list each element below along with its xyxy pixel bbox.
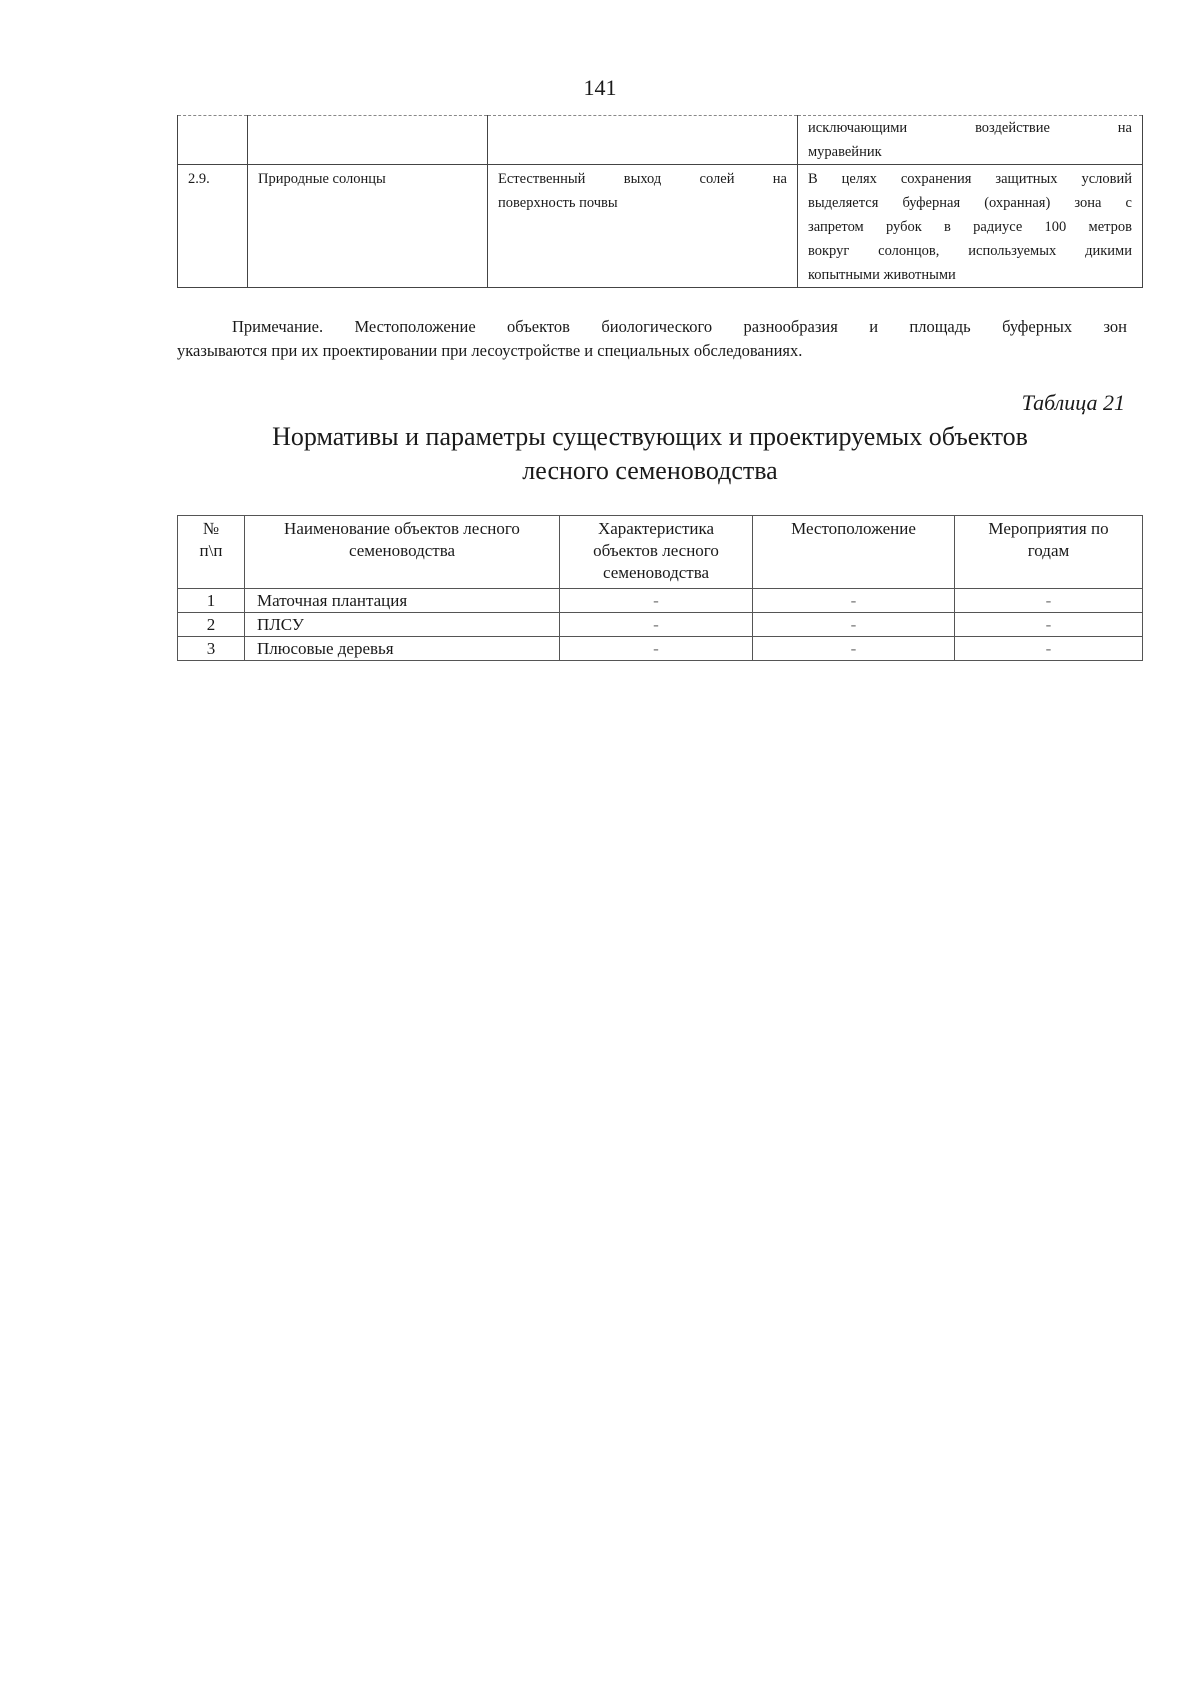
note-line: Примечание. Местоположение объектов биологического разнообразия и площадь буферных зон xyxy=(232,317,1127,336)
word: солей xyxy=(699,171,735,187)
header-line: Наименование объектов лесного xyxy=(284,519,520,538)
header-line: Характеристика xyxy=(597,519,715,538)
cell-line xyxy=(808,116,1132,140)
word: воздействие xyxy=(975,120,1050,136)
table-header-row xyxy=(178,516,1143,589)
column-header-number xyxy=(178,516,245,589)
note-line: указываются при их проектировании при лесоустройстве и специальных обследованиях. xyxy=(177,341,803,360)
header-line: п\п xyxy=(199,541,223,560)
word: Естественный xyxy=(498,171,586,187)
table-row xyxy=(178,589,1143,613)
word: выход xyxy=(623,171,662,187)
word: на xyxy=(772,171,787,187)
object-name: ПЛСУ xyxy=(245,613,560,637)
table-row xyxy=(178,613,1143,637)
table-cell xyxy=(488,116,798,165)
row-number: 2.9. xyxy=(178,165,248,288)
characteristic-cell: - xyxy=(560,637,753,661)
location-cell: - xyxy=(753,637,955,661)
word: на xyxy=(1117,120,1132,136)
column-header-measures xyxy=(955,516,1143,589)
cell-line: вокруг солонцов, используемых дикими xyxy=(808,243,1132,259)
object-name: Плюсовые деревья xyxy=(245,637,560,661)
header-line: годам xyxy=(1027,541,1070,560)
column-header-name xyxy=(245,516,560,589)
biodiversity-table-continuation xyxy=(177,115,1143,288)
characteristic-cell: - xyxy=(560,613,753,637)
measures-cell: - xyxy=(955,613,1143,637)
row-number: 3 xyxy=(178,637,245,661)
table-title xyxy=(200,420,1100,488)
cell-line: муравейник xyxy=(808,144,882,160)
table-row xyxy=(178,116,1143,165)
location-cell: - xyxy=(753,613,955,637)
header-line: семеноводства xyxy=(348,541,456,560)
cell-line: В целях сохранения защитных условий xyxy=(808,171,1132,187)
table-title-line: Нормативы и параметры существующих и проектируемых объектов xyxy=(272,422,1028,451)
column-header-location xyxy=(753,516,955,589)
cell-line: копытными животными xyxy=(808,267,956,283)
cell-line: запретом рубок в радиусе 100 метров xyxy=(808,219,1132,235)
table-cell xyxy=(248,116,488,165)
table-cell xyxy=(798,116,1143,165)
header-line: Местоположение xyxy=(791,519,916,538)
header-line: семеноводства xyxy=(602,563,710,582)
column-header-characteristic xyxy=(560,516,753,589)
measures-cell: - xyxy=(955,637,1143,661)
table-row xyxy=(178,637,1143,661)
table-title-line: лесного семеноводства xyxy=(522,456,778,485)
object-measures xyxy=(798,165,1143,288)
location-cell: - xyxy=(753,589,955,613)
row-number: 2 xyxy=(178,613,245,637)
cell-line: выделяется буферная (охранная) зона с xyxy=(808,195,1132,211)
object-name: Маточная плантация xyxy=(245,589,560,613)
page-number: 141 xyxy=(583,75,617,100)
note-paragraph xyxy=(177,315,1127,363)
characteristic-cell: - xyxy=(560,589,753,613)
object-name: Природные солонцы xyxy=(248,165,488,288)
row-number: 1 xyxy=(178,589,245,613)
object-characteristic xyxy=(488,165,798,288)
word: исключающими xyxy=(808,120,908,136)
seed-production-table xyxy=(177,515,1143,661)
cell-line: поверхность почвы xyxy=(498,195,618,211)
header-line: объектов лесного xyxy=(593,541,719,560)
cell-line xyxy=(498,167,787,191)
table-cell xyxy=(178,116,248,165)
table-row xyxy=(178,165,1143,288)
header-line: Мероприятия по xyxy=(988,519,1109,538)
measures-cell: - xyxy=(955,589,1143,613)
header-line: № xyxy=(202,519,220,538)
table-label: Таблица 21 xyxy=(1021,390,1125,415)
